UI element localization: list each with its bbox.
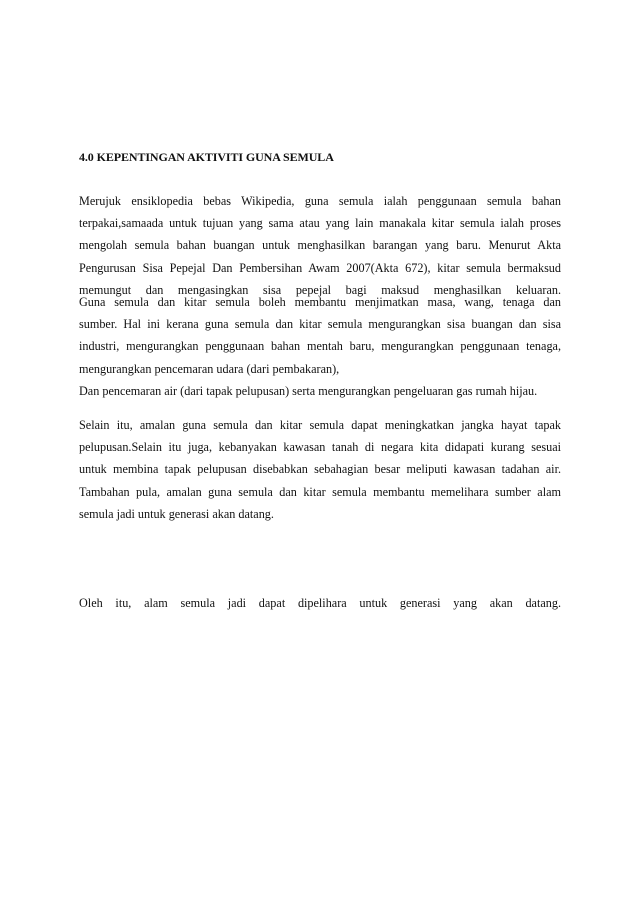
paragraph-1 (79, 190, 561, 301)
paragraph-line: Selain itu, amalan guna semula dan kitar semula dapat meningkatkan jangka hayat tapak (79, 418, 561, 432)
paragraph-line: Tambahan pula, amalan guna semula dan kitar semula membantu memelihara sumber alam (79, 484, 561, 499)
paragraph-line: untuk membina tapak pelupusan disebabkan sebahagian besar meliputi kawasan tadahan air. (79, 462, 561, 477)
paragraph-line: sumber. Hal ini kerana guna semula dan kitar semula mengurangkan sisa buangan dan sisa (79, 317, 561, 332)
paragraph-line: Dan pencemaran air (dari tapak pelupusan) serta mengurangkan pengeluaran gas rumah hijau. (79, 383, 538, 398)
paragraph-2 (79, 291, 561, 402)
paragraph-line: Guna semula dan kitar semula boleh membantu menjimatkan masa, wang, tenaga dan (79, 295, 561, 309)
paragraph-line: Merujuk ensiklopedia bebas Wikipedia, guna semula ialah penggunaan semula bahan (79, 194, 561, 208)
paragraph-line: Pengurusan Sisa Pepejal Dan Pembersihan Awam 2007(Akta 672), kitar semula bermaksud (79, 260, 561, 275)
paragraph-line: mengurangkan pencemaran udara (dari pembakaran), (79, 361, 340, 376)
paragraph-3 (79, 414, 561, 525)
paragraph-line: pelupusan.Selain itu juga, kebanyakan kawasan tanah di negara kita didapati kurang sesuai (79, 440, 561, 455)
paragraph-line: mengolah semula bahan buangan untuk menghasilkan barangan yang baru. Menurut Akta (79, 238, 561, 253)
paragraph-line: memungut dan mengasingkan sisa pepejal bagi maksud menghasilkan keluaran. (79, 282, 561, 297)
paragraph-line: terpakai,samaada untuk tujuan yang sama atau yang lain manakala kitar semula ialah proses (79, 216, 561, 231)
paragraph-line: semula jadi untuk generasi akan datang. (79, 506, 274, 521)
paragraph-line: industri, mengurangkan penggunaan bahan mentah baru, mengurangkan penggunaan tenaga, (79, 339, 561, 354)
section-heading: 4.0 KEPENTINGAN AKTIVITI GUNA SEMULA (79, 150, 334, 164)
paragraph-4 (79, 592, 561, 614)
paragraph-line: Oleh itu, alam semula jadi dapat dipelihara untuk generasi yang akan datang. (79, 596, 561, 610)
